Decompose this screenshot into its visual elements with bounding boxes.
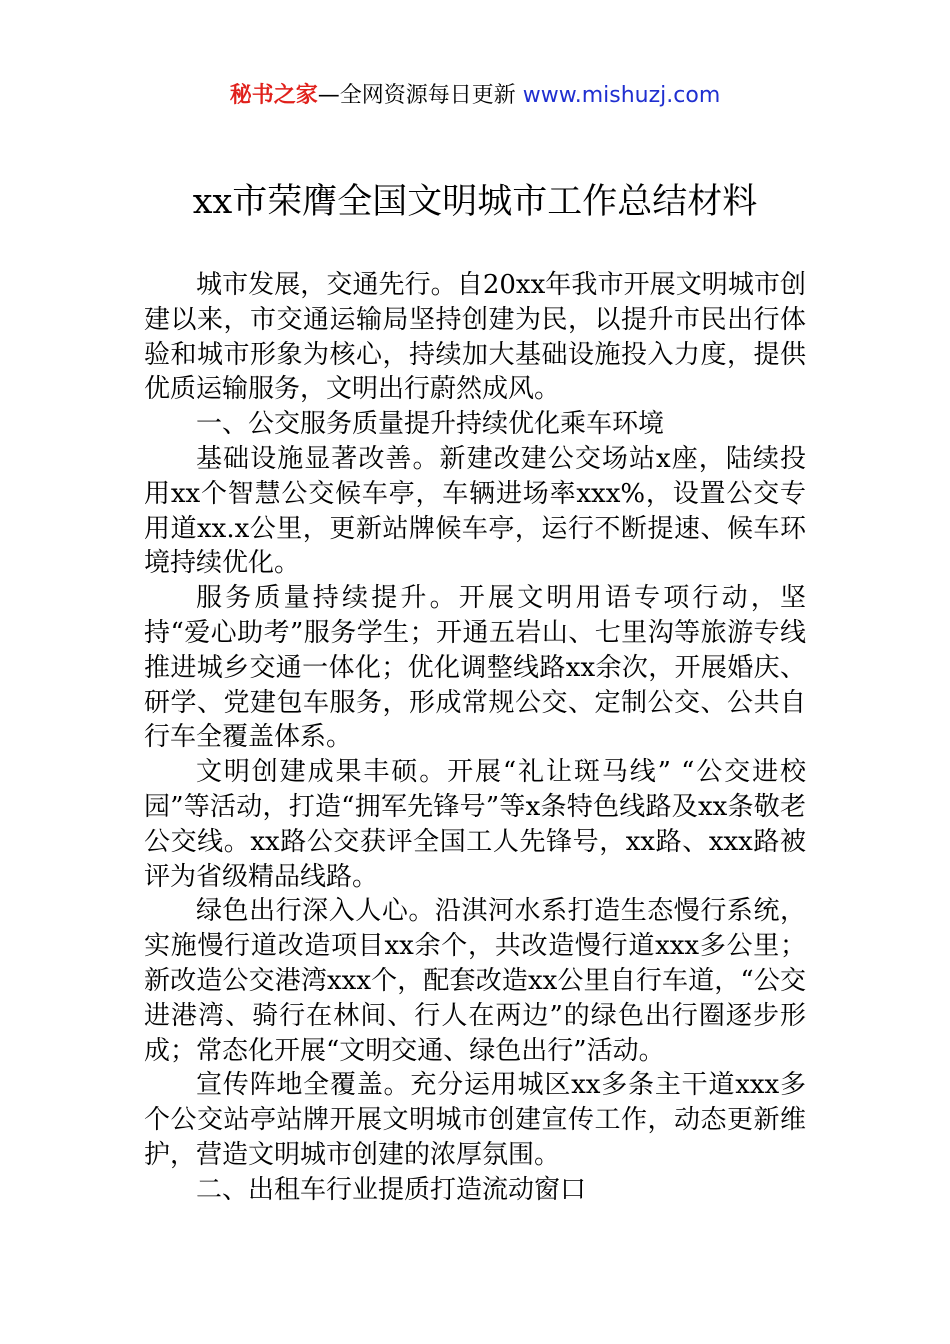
section-heading-2: 二、出租车行业提质打造流动窗口 — [196, 1174, 587, 1205]
section-heading-1: 一、公交服务质量提升持续优化乘车环境 — [196, 409, 665, 440]
paragraph-green-travel: 绿色出行深入人心。沿淇河水系打造生态慢行系统，实施慢行道改造项目xx余个，共改造慢行道xxx多公里；新改造公交港湾xxx个，配套改造xx公里自行车道，“公交进港湾、骑行在林间、行人在两边”的绿色出行圈逐步形成；常态化开展“文明交通、绿色出行”活动。 — [144, 896, 806, 1066]
document-title: xx市荣膺全国文明城市工作总结材料 — [192, 182, 758, 222]
site-url-link[interactable]: www.mishuzj.com — [522, 83, 721, 108]
paragraph-intro: 城市发展，交通先行。自20xx年我市开展文明城市创建以来，市交通运输局坚持创建为民，以提升市民出行体验和城市形象为核心，持续加大基础设施投入力度，提供优质运输服务，文明出行蔚然成风。 — [144, 270, 806, 405]
document-body — [144, 268, 806, 1208]
paragraph-publicity: 宣传阵地全覆盖。充分运用城区xx多条主干道xxx多个公交站亭站牌开展文明城市创建宣传工作，动态更新维护，营造文明城市创建的浓厚氛围。 — [144, 1070, 806, 1170]
site-brand: 秘书之家 — [229, 83, 318, 108]
paragraph-civilization-results: 文明创建成果丰硕。开展“礼让斑马线” “公交进校园”等活动，打造“拥军先锋号”等x条特色线路及xx条敬老公交线。xx路公交获评全国工人先锋号，xx路、xxx路被评为省级精品线路。 — [144, 757, 806, 892]
site-tagline: —全网资源每日更新 — [317, 83, 523, 108]
site-header — [0, 80, 950, 112]
paragraph-infrastructure: 基础设施显著改善。新建改建公交场站x座，陆续投用xx个智慧公交候车亭，车辆进场率xxx%，设置公交专用道xx.x公里，更新站牌候车亭，运行不断提速、候车环境持续优化。 — [144, 443, 806, 579]
paragraph-service-quality: 服务质量持续提升。开展文明用语专项行动，坚持“爱心助考”服务学生；开通五岩山、七里沟等旅游专线推进城乡交通一体化；优化调整线路xx余次，开展婚庆、研学、党建包车服务，形成常规公交、定制公交、公共自行车全覆盖体系。 — [144, 583, 806, 753]
